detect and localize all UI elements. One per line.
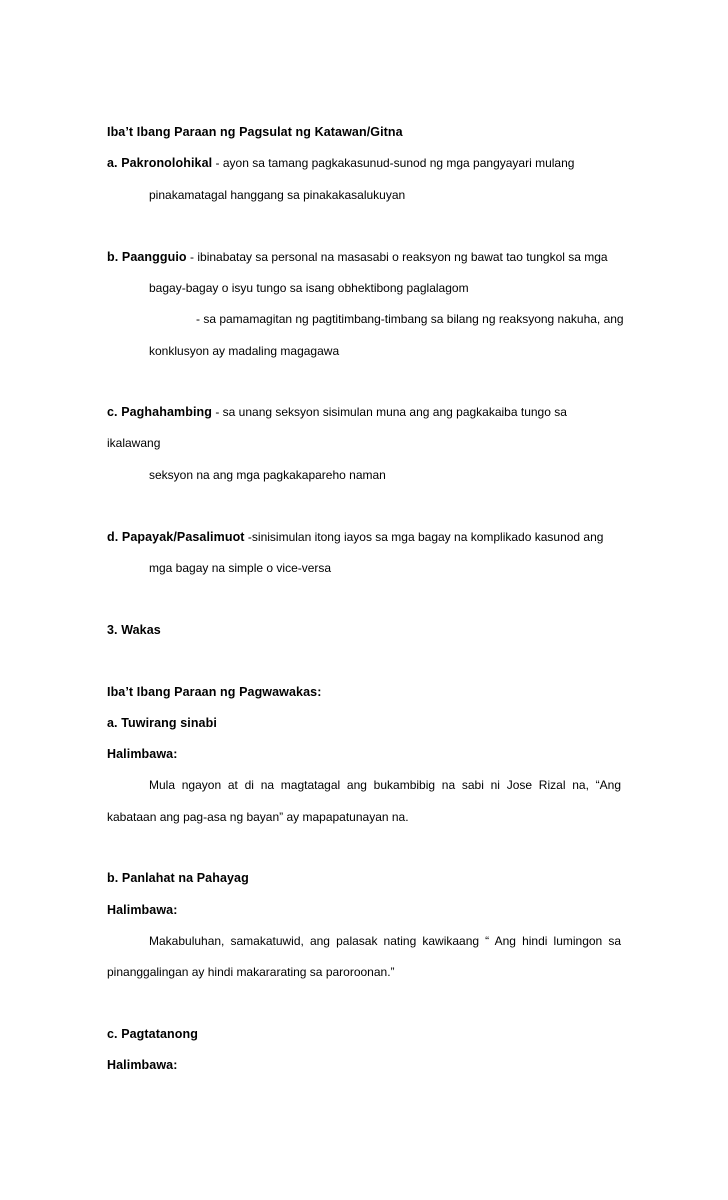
item-c-term: c. Paghahambing	[107, 405, 212, 419]
ending-a-title: a. Tuwirang sinabi	[107, 716, 217, 730]
item-d-desc: -sinisimulan itong iayos sa mga bagay na komplikado kasunod ang	[244, 530, 604, 544]
heading-body-methods: Iba’t Ibang Paraan ng Pagsulat ng Katawan/Gitna	[107, 125, 403, 139]
ending-b-title: b. Panlahat na Pahayag	[107, 871, 249, 885]
example-1-line-1: Mula ngayon at di na magtatagal ang bukambibig na sabi ni Jose Rizal na, “Ang	[149, 778, 621, 792]
item-c-continuation-2: seksyon na ang mga pagkakapareho naman	[149, 468, 386, 482]
item-c-continuation-1: ikalawang	[107, 436, 161, 450]
example-3-label: Halimbawa:	[107, 1058, 178, 1072]
item-c-desc: - sa unang seksyon sisimulan muna ang ang pagkakaiba tungo sa	[212, 405, 567, 419]
item-d-line	[107, 530, 603, 544]
item-b-continuation-2: - sa pamamagitan ng pagtitimbang-timbang sa bilang ng reaksyong nakuha, ang	[196, 312, 624, 326]
item-b-line	[107, 250, 608, 264]
item-a-term: a. Pakronolohikal	[107, 156, 213, 170]
section-3-title: 3. Wakas	[107, 623, 161, 637]
example-1-line-2: kabataan ang pag-asa ng bayan” ay mapapatunayan na.	[107, 810, 409, 824]
item-b-continuation-1: bagay-bagay o isyu tungo sa isang obhektibong paglalagom	[149, 281, 469, 295]
example-2-line-2: pinanggalingan ay hindi makararating sa paroroonan.”	[107, 965, 395, 979]
heading-ending-methods: Iba’t Ibang Paraan ng Pagwawakas:	[107, 685, 322, 699]
item-d-term: d. Papayak/Pasalimuot	[107, 530, 245, 544]
item-b-desc: - ibinabatay sa personal na masasabi o reaksyon ng bawat tao tungkol sa mga	[186, 250, 608, 264]
item-c-line	[107, 405, 567, 419]
item-d-continuation: mga bagay na simple o vice-versa	[149, 561, 332, 575]
item-a-desc: - ayon sa tamang pagkakasunud-sunod ng mga pangyayari mulang	[212, 156, 575, 170]
example-2-label: Halimbawa:	[107, 903, 178, 917]
item-a-line	[107, 156, 574, 170]
item-a-continuation: pinakamatagal hanggang sa pinakakasalukuyan	[149, 188, 406, 202]
example-1-label: Halimbawa:	[107, 747, 178, 761]
item-b-term: b. Paangguio	[107, 250, 187, 264]
item-b-continuation-3: konklusyon ay madaling magagawa	[149, 344, 340, 358]
example-2-line-1: Makabuluhan, samakatuwid, ang palasak nating kawikaang “ Ang hindi lumingon sa	[149, 934, 621, 948]
ending-c-title: c. Pagtatanong	[107, 1027, 198, 1041]
